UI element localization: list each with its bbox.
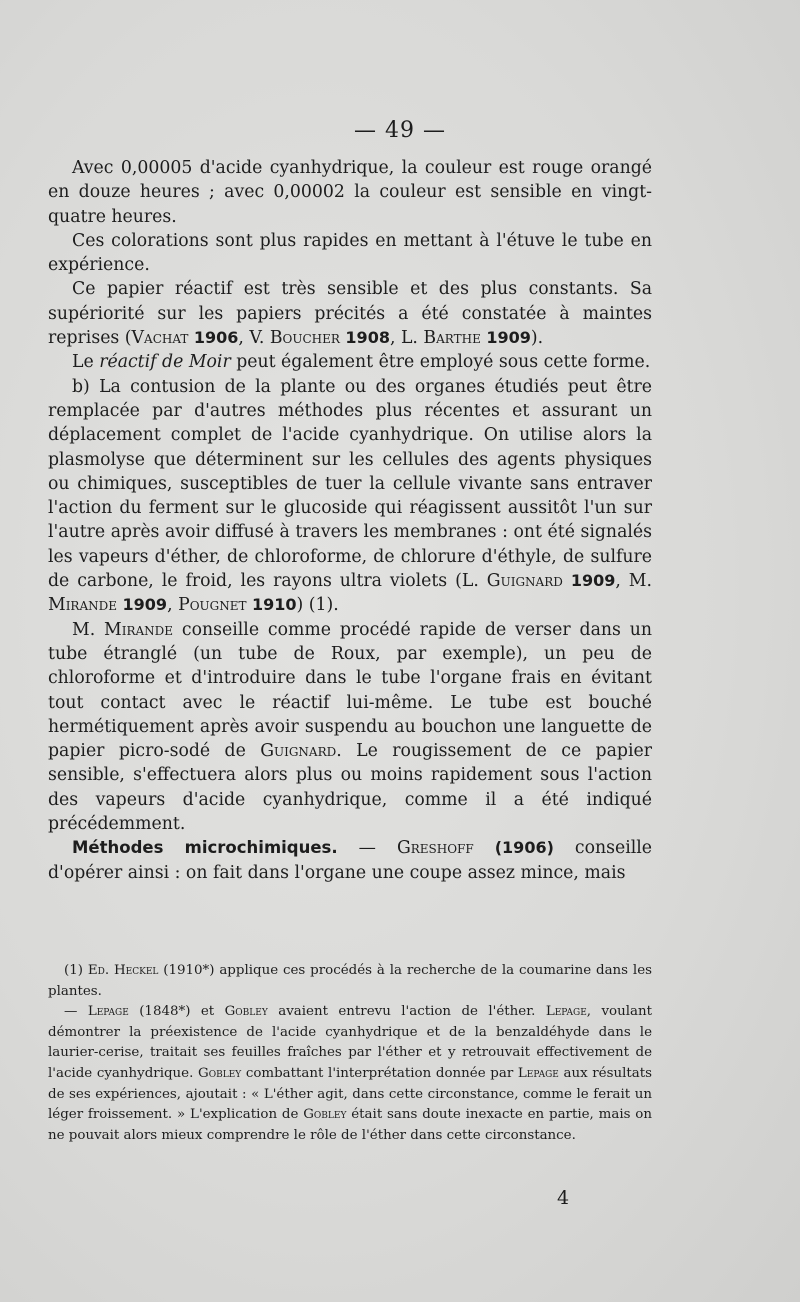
footnote (48, 1002, 652, 1146)
year: 1910 (252, 595, 297, 615)
footnotes (48, 961, 652, 1146)
author-name: Mirande (104, 619, 174, 640)
author-name: Lepage (545, 1004, 587, 1020)
paragraph: Avec 0,00005 d'acide cyanhydrique, la couleur est rouge orangé en douze heures ; avec 0,00002 la couleur est sensible en vingt-quatre heures. (48, 158, 652, 227)
author-name: Ed. Heckel (87, 963, 159, 978)
text-run: b) La contusion de la plante ou des organes étudiés peut être remplacée par d'autres méthodes plus récentes et assurant un déplacement complet de l'acide cyanhydrique. On utilise alors la plasmolyse que déterminent sur les cellules des agents physiques ou chimiques, susceptibles de tuer la cellule vivante sans entraver l'action du ferment sur le glucoside qui réagissent aussitôt l'un sur l'autre après avoir diffusé à travers les membranes : ont été signalés les vapeurs d'éther, de chloroforme, de chlorure d'éthyle, de sulfure de carbone, le froid, les rayons ultra violets (L. (48, 376, 652, 592)
text-run: était sans doute inexacte en partie, mais on ne pouvait alors mieux comprendre le rôle de l'éther dans cette circonstance. (48, 1107, 652, 1143)
text-run: aux résultats de ses expériences, ajoutait : « L'éther agit, dans cette circonstance, comme le ferait un léger froissement. » L'explication de (48, 1065, 652, 1123)
author-name: Lepage (517, 1065, 559, 1081)
text-run: avaient entrevu l'action de l'éther. (267, 1004, 546, 1020)
text-run: (1848*) et (128, 1004, 225, 1020)
text-run: Ce papier réactif est très sensible et des plus constants. Sa supériorité sur les papiers précités a été constatée à maintes reprises ( (48, 279, 652, 349)
author-name: Vachat (131, 328, 189, 349)
text-run: conseille comme procédé rapide de verser dans un tube étranglé (un tube de Roux, par exemple), un peu de chloroforme et d'introduire dans le tube l'organe frais en évitant tout contact avec le réactif lui-même. Le tube est bouché hermétiquement après avoir suspendu au bouchon une languette de papier picro-sodé de (48, 619, 652, 762)
author-name: Barthe (423, 328, 481, 349)
section-heading: Méthodes microchimiques. (72, 838, 338, 858)
author-name: Lepage (87, 1004, 129, 1020)
text-run: peut également être employé sous cette forme. (230, 352, 651, 373)
year: 1908 (345, 328, 390, 348)
paragraph (48, 277, 652, 350)
text-run: . Le rougissement de ce papier sensible, s'effectuera alors plus ou moins rapidement sous l'action des vapeurs d'acide cyanhydrique, comme il a été indiqué précédemment. (48, 741, 652, 835)
author-name: Gobley (303, 1107, 347, 1123)
year: (1906) (494, 838, 554, 858)
text-run: ) (1). (296, 595, 339, 616)
author-name: Guignard (260, 741, 337, 762)
text-run: conseille d'opérer ainsi : on fait dans l'organe une coupe assez mince, mais (48, 838, 653, 883)
paragraph: Ces colorations sont plus rapides en mettant à l'étuve le tube en expérience. (48, 230, 652, 276)
year: 1909 (570, 571, 616, 591)
page-number: — 49 — (354, 118, 446, 143)
text-run: Le (72, 352, 100, 373)
text-run: , (167, 595, 179, 616)
author-name: Mirande (48, 595, 118, 616)
paragraph (48, 350, 652, 374)
italic-term: réactif de Moir (99, 352, 231, 373)
text-run: M. (72, 619, 105, 640)
text-run: , V. (238, 328, 270, 349)
text-run: (1) (64, 963, 88, 978)
text-run: combattant l'interprétation donnée par (241, 1065, 518, 1081)
year: 1909 (486, 328, 531, 348)
author-name: Guignard (486, 571, 563, 592)
main-text (48, 156, 652, 885)
year: 1906 (193, 328, 239, 348)
text-run: (1910*) applique ces procédés à la recherche de la coumarine dans les plantes. (48, 963, 652, 999)
footnote (48, 961, 652, 1002)
text-run: , L. (389, 328, 424, 349)
author-name: Gobley (198, 1065, 242, 1081)
author-name: Greshoff (396, 838, 474, 859)
text-run: ). (530, 328, 544, 349)
paragraph (48, 836, 652, 885)
paragraph (48, 375, 652, 618)
text-run: — (64, 1004, 88, 1020)
paragraph (48, 618, 652, 837)
text-run: , voulant démontrer la préexistence de l'acide cyanhydrique et de la benzaldéhyde dans le laurier-cerise, traitait ses feuilles fraîches par l'éther et y retrouvait effectivement de l'acide cyanhydrique. (48, 1004, 652, 1081)
author-name: Gobley (224, 1004, 268, 1020)
author-name: Pougnet (178, 595, 247, 616)
author-name: Boucher (269, 328, 340, 349)
text-run: — (337, 838, 397, 859)
text-run: , M. (615, 571, 652, 592)
year: 1909 (122, 595, 168, 615)
signature-mark: 4 (557, 1187, 570, 1209)
